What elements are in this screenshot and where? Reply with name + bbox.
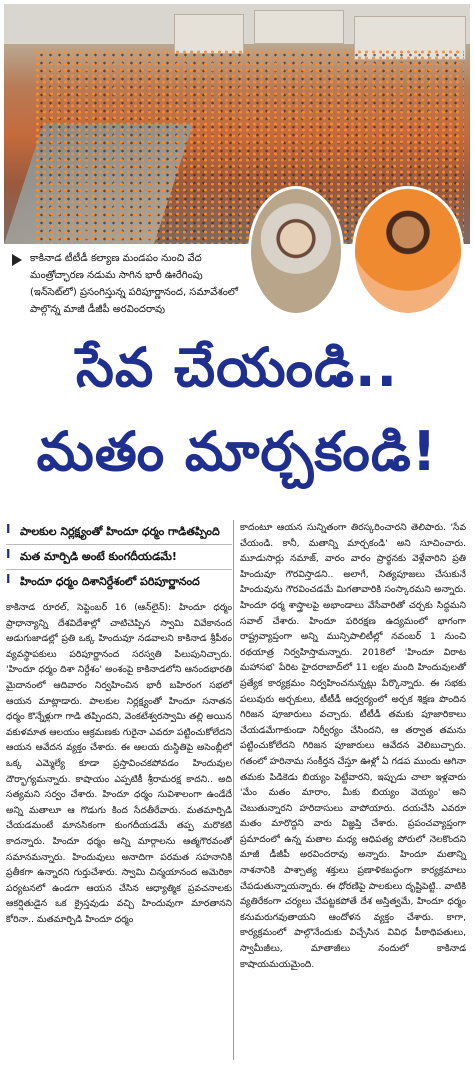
subhead-marker: I xyxy=(6,572,11,586)
article-body-right: కాదంటూ ఆయన సున్నితంగా తిరస్కరించారని తెలిపారు. 'సేవ చేయండి. కానీ, మతాన్ని మార్చకండి' అని సూచించారు. మూడుసార్లు నమాజ్‌, వారం వారం ప్రార్థనకు వెళ్లేవారిని ప్రతి హిందువూ గౌరవిస్తాడని.. అలాగే, నిత్యపూజలు చేసుకునే హిందువును గౌరవించడమే మిగతావారికి సంస్కారమని అన్నారు. హిందూ ధర్మ శాస్త్రాలపై అభాండాలు వేసేవారితో చర్చకు సిద్ధమని సవాల్‌ చేశారు. హిందూ పరిరక్షణ ఉద్యమంలో భాగంగా రాష్ట్రవ్యాప్తంగా అన్ని మున్సిపాలిటీల్లో నవంబర్‌ 1 నుంచి రథయాత్ర నిర్వహిస్తామన్నారు. 2018లో 'హిందూ విరాట మహాసభ' పేరిట హైదరాబాద్‌లో 11 లక్షల మంది హిందువులతో ప్రత్యేక కార్యక్రమం నిర్వహించనున్నట్లు పేర్కొన్నారు. ఈ సభకు పలువురు అర్చకులు, టీటీడీ ఆధ్వర్యంలో అర్చక శిక్షణ పొందిన గిరిజన పూజారులు వచ్చారు. టీటీడీ తమకు పూజారికాలు చేయడమేగాకుండా నిర్వీర్యం చేసిందని, ఆ తర్వాత తమను పట్టించుకోలేదని గిరిజన పూజారులు ఆవేదన వెలిబుచ్చారు. గతంలో హరినామ సంకీర్తన చేస్తూ ఊళ్లో ఏ గడప ముందు ఆగినా తమకు పిడికెడు బియ్యం పెట్టేవారని, ఇప్పుడు చాలా ఇళ్లవారు 'మేం మతం మారాం, మీకు బియ్యం వెయ్యం' అని చెబుతున్నారని హరిదాసులు వాపోయారు. దయచేసి ఎవరూ మతం మారొద్దని వారు విజ్ఞప్తి చేశారు. ప్రపంచవ్యాప్తంగా ప్రమాదంలో ఉన్న మతాల మధ్య ఆధిపత్య పోరులో నెలకొందని మాజీ డీజీపీ అరవిందరావు అన్నారు. హిందూ మతాన్ని నాశనానికి పాశ్చాత్య శక్తులు ప్రణాళికబద్ధంగా కార్యక్రమాలు చేపడుతున్నాయన్నారు. ఈ ధోరణిపై పాలకులు దృష్టిపెట్టి.. వాటికి వ్యతిరేకంగా చర్యలు చేపట్టకపోతే దేశ అస్తిత్వమే, హిందూ ధర్మం కనుమరుగవుతాయని ఆందోళన వ్యక్తం చేశారు. కాగా, కార్యక్రమంలో పాల్గొనేందుకు విచ్చేసిన వివిధ పీఠాధిపతులు, స్వామీజీలు, మాతాజీలు నందులో కాకినాడ కాషాయమయమైంది. xyxy=(240,522,466,970)
headline-line-1: సేవ చేయండి.. xyxy=(76,336,398,399)
caption-text: కాకినాడ టీటీడీ కల్యాణ మండపం నుంచి వేద మంత్రోచ్ఛారణ నడుమ సాగిన భారీ ఊరేగింపు (ఇన్‌సెట్‌లో) ప్రసంగిస్తున్న పరిపూర్ణానంద, సమావేశంలో పాల్గొన్న మాజీ డీజీపీ అరవిందరావు xyxy=(30,253,239,315)
subhead-text: హిందూ ధర్మం దిశానిర్దేశంలో పరిపూర్ణానంద xyxy=(20,575,200,588)
column-divider xyxy=(233,520,234,1060)
article-column-right xyxy=(240,520,466,972)
subhead-marker: I xyxy=(6,522,11,536)
photo-building xyxy=(174,14,244,54)
subhead-3 xyxy=(6,570,232,594)
article-body-left: కాకినాడ రూరల్‌, సెప్టెంబర్‌ 16 (ఆన్‌లైన్‌): హిందూ ధర్మం ప్రాధాన్యాన్ని దేశవిదేశాల్లో చాటిచెప్పిన స్వామి వివేకానంద అడుగుజాడల్లో ప్రతి ఒక్క హిందువూ నడవాలని కాకినాడ శ్రీపీఠం వ్యవస్థాపకులు పరిపూర్ణానంద సరస్వతి పిలుపునిచ్చారు. 'హిందూ ధర్మం దిశా నిర్దేశం' అంశంపై కాకినాడలోని ఆనందభారతి మైదానంలో ఆదివారం నిర్వహించిన భారీ బహిరంగ సభలో ఆయన మాట్లాడారు. పాలకుల నిర్లక్ష్యంతో హిందూ సనాతన ధర్మం కొన్నేళ్లుగా గాడి తప్పిందని, వెంకటేశ్వరస్వామి తల్లి అయిన వకుళమాత ఆలయం ఆక్రమణకు గురైనా ఎవరూ పట్టించుకోలేదని ఆయన ఆవేదన వ్యక్తం చేశారు. ఈ ఆలయ దుస్థితిపై అసెంబ్లీలో ఒక్క ఎమ్మెల్యే కూడా ప్రస్తావించకపోవడం హిందువుల దౌర్భాగ్యమన్నారు. కాషాయం ఎప్పటికీ శ్రీరామరక్ష కాదని.. అది సత్యమని సర్వం చేశారు. హిందూ ధర్మం సువిశాలంగా ఉండేదే అన్ని మతాలూ ఆ గొడుగు కింద సేదతీరేవారు. మతమార్పిడి చేయడమంటే మానసికంగా కుంగదీయడమే తప్ప మరొకటి కాదన్నారు. హిందూ ధర్మం అన్ని మార్గాలను ఆత్మగౌరవంతో సమానమన్నారు. హిందువులు అనాదిగా పరమత సహనానికి ప్రతీకగా ఉన్నారని గుర్తుచేశారు. స్వామి చిన్మయానంద అమెరికా పర్యటనలో ఉండగా ఆయన చేసిన ఆధ్యాత్మిక ప్రవచనాలకు ఆకర్షితుడైన ఒక క్రైస్తవుడు వచ్చి హిందువుగా మారతానని కోరినా.. మతమార్పిడి హిందూ ధర్మం xyxy=(6,602,232,925)
article-column-left xyxy=(6,520,232,927)
subhead-marker: I xyxy=(6,547,11,561)
subhead-text: మత మార్పిడి అంటే కుంగదీయడమే! xyxy=(20,550,177,563)
headline-line-2: మతం మార్చకండి! xyxy=(36,420,438,483)
photo-caption xyxy=(8,248,246,320)
subhead-text: పాలకుల నిర్లక్ష్యంతో హిందూ ధర్మం గాడితప్పింది xyxy=(20,525,220,538)
photo-building xyxy=(254,10,344,44)
subhead-2 xyxy=(6,545,232,570)
inset-portrait-aravindarao xyxy=(248,186,344,316)
inset-portrait-paripoornananda xyxy=(352,186,464,316)
subheads xyxy=(6,520,232,594)
caption-arrow-icon xyxy=(12,254,22,266)
subhead-1 xyxy=(6,520,232,545)
